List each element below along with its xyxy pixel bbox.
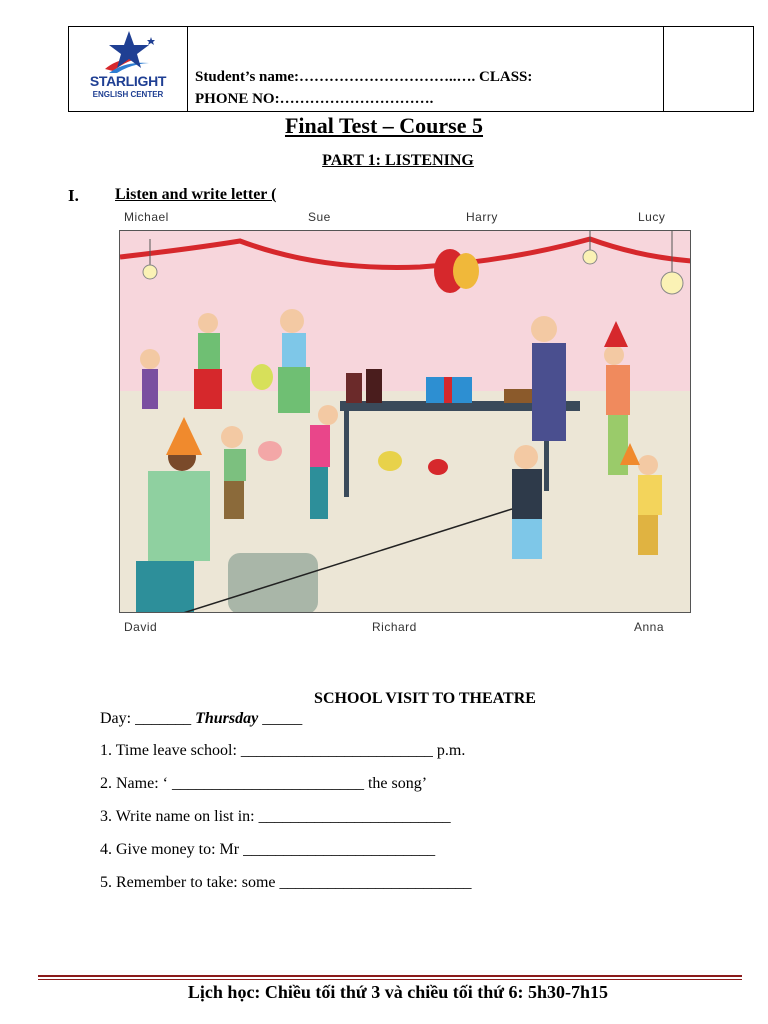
name-label-lucy: Lucy [638,210,666,224]
day-prefix: Day: _______ [100,710,196,727]
footer-rule-thin [38,979,742,980]
part-heading: PART 1: LISTENING [322,152,474,169]
question-2: 2. Name: ‘ ________________________ the song’ [100,775,428,792]
question-1: 1. Time leave school: ________________________ p.m. [100,742,466,759]
question-5: 5. Remember to take: some ________________________ [100,874,472,891]
phone-line: PHONE NO:…………………………. [195,91,434,107]
name-label-harry: Harry [466,210,498,224]
section-number: I. [68,186,79,205]
name-label-anna: Anna [634,620,665,634]
logo-subtitle: ENGLISH CENTER [92,90,164,99]
student-name-line: Student’s name:…………………………..…. CLASS: [195,69,533,85]
name-label-michael: Michael [124,210,169,224]
footer-schedule: Lịch học: Chiều tối thứ 3 và chiều tối thứ 6: 5h30-7h15 [187,982,609,1002]
header-right-cell [663,27,664,111]
star-logo-icon [99,29,159,73]
name-label-sue: Sue [308,210,331,224]
logo-wordmark: STARLIGHT [89,73,167,89]
name-label-david: David [124,620,158,634]
page-title: Final Test – Course 5 [284,113,484,138]
visit-title: SCHOOL VISIT TO THEATRE [314,690,536,707]
logo-cell [69,27,188,111]
day-value: Thursday [195,710,259,727]
name-label-richard: Richard [372,620,417,634]
day-suffix: _____ [258,710,303,727]
header-table [68,26,754,112]
footer-rule [38,975,742,977]
section-instruction: Listen and write letter ( [115,186,277,203]
party-illustration [119,230,691,613]
question-3: 3. Write name on list in: ________________________ [100,808,451,825]
question-4: 4. Give money to: Mr ________________________ [100,841,436,858]
party-scene-drawing [120,231,691,613]
day-line [100,710,302,728]
